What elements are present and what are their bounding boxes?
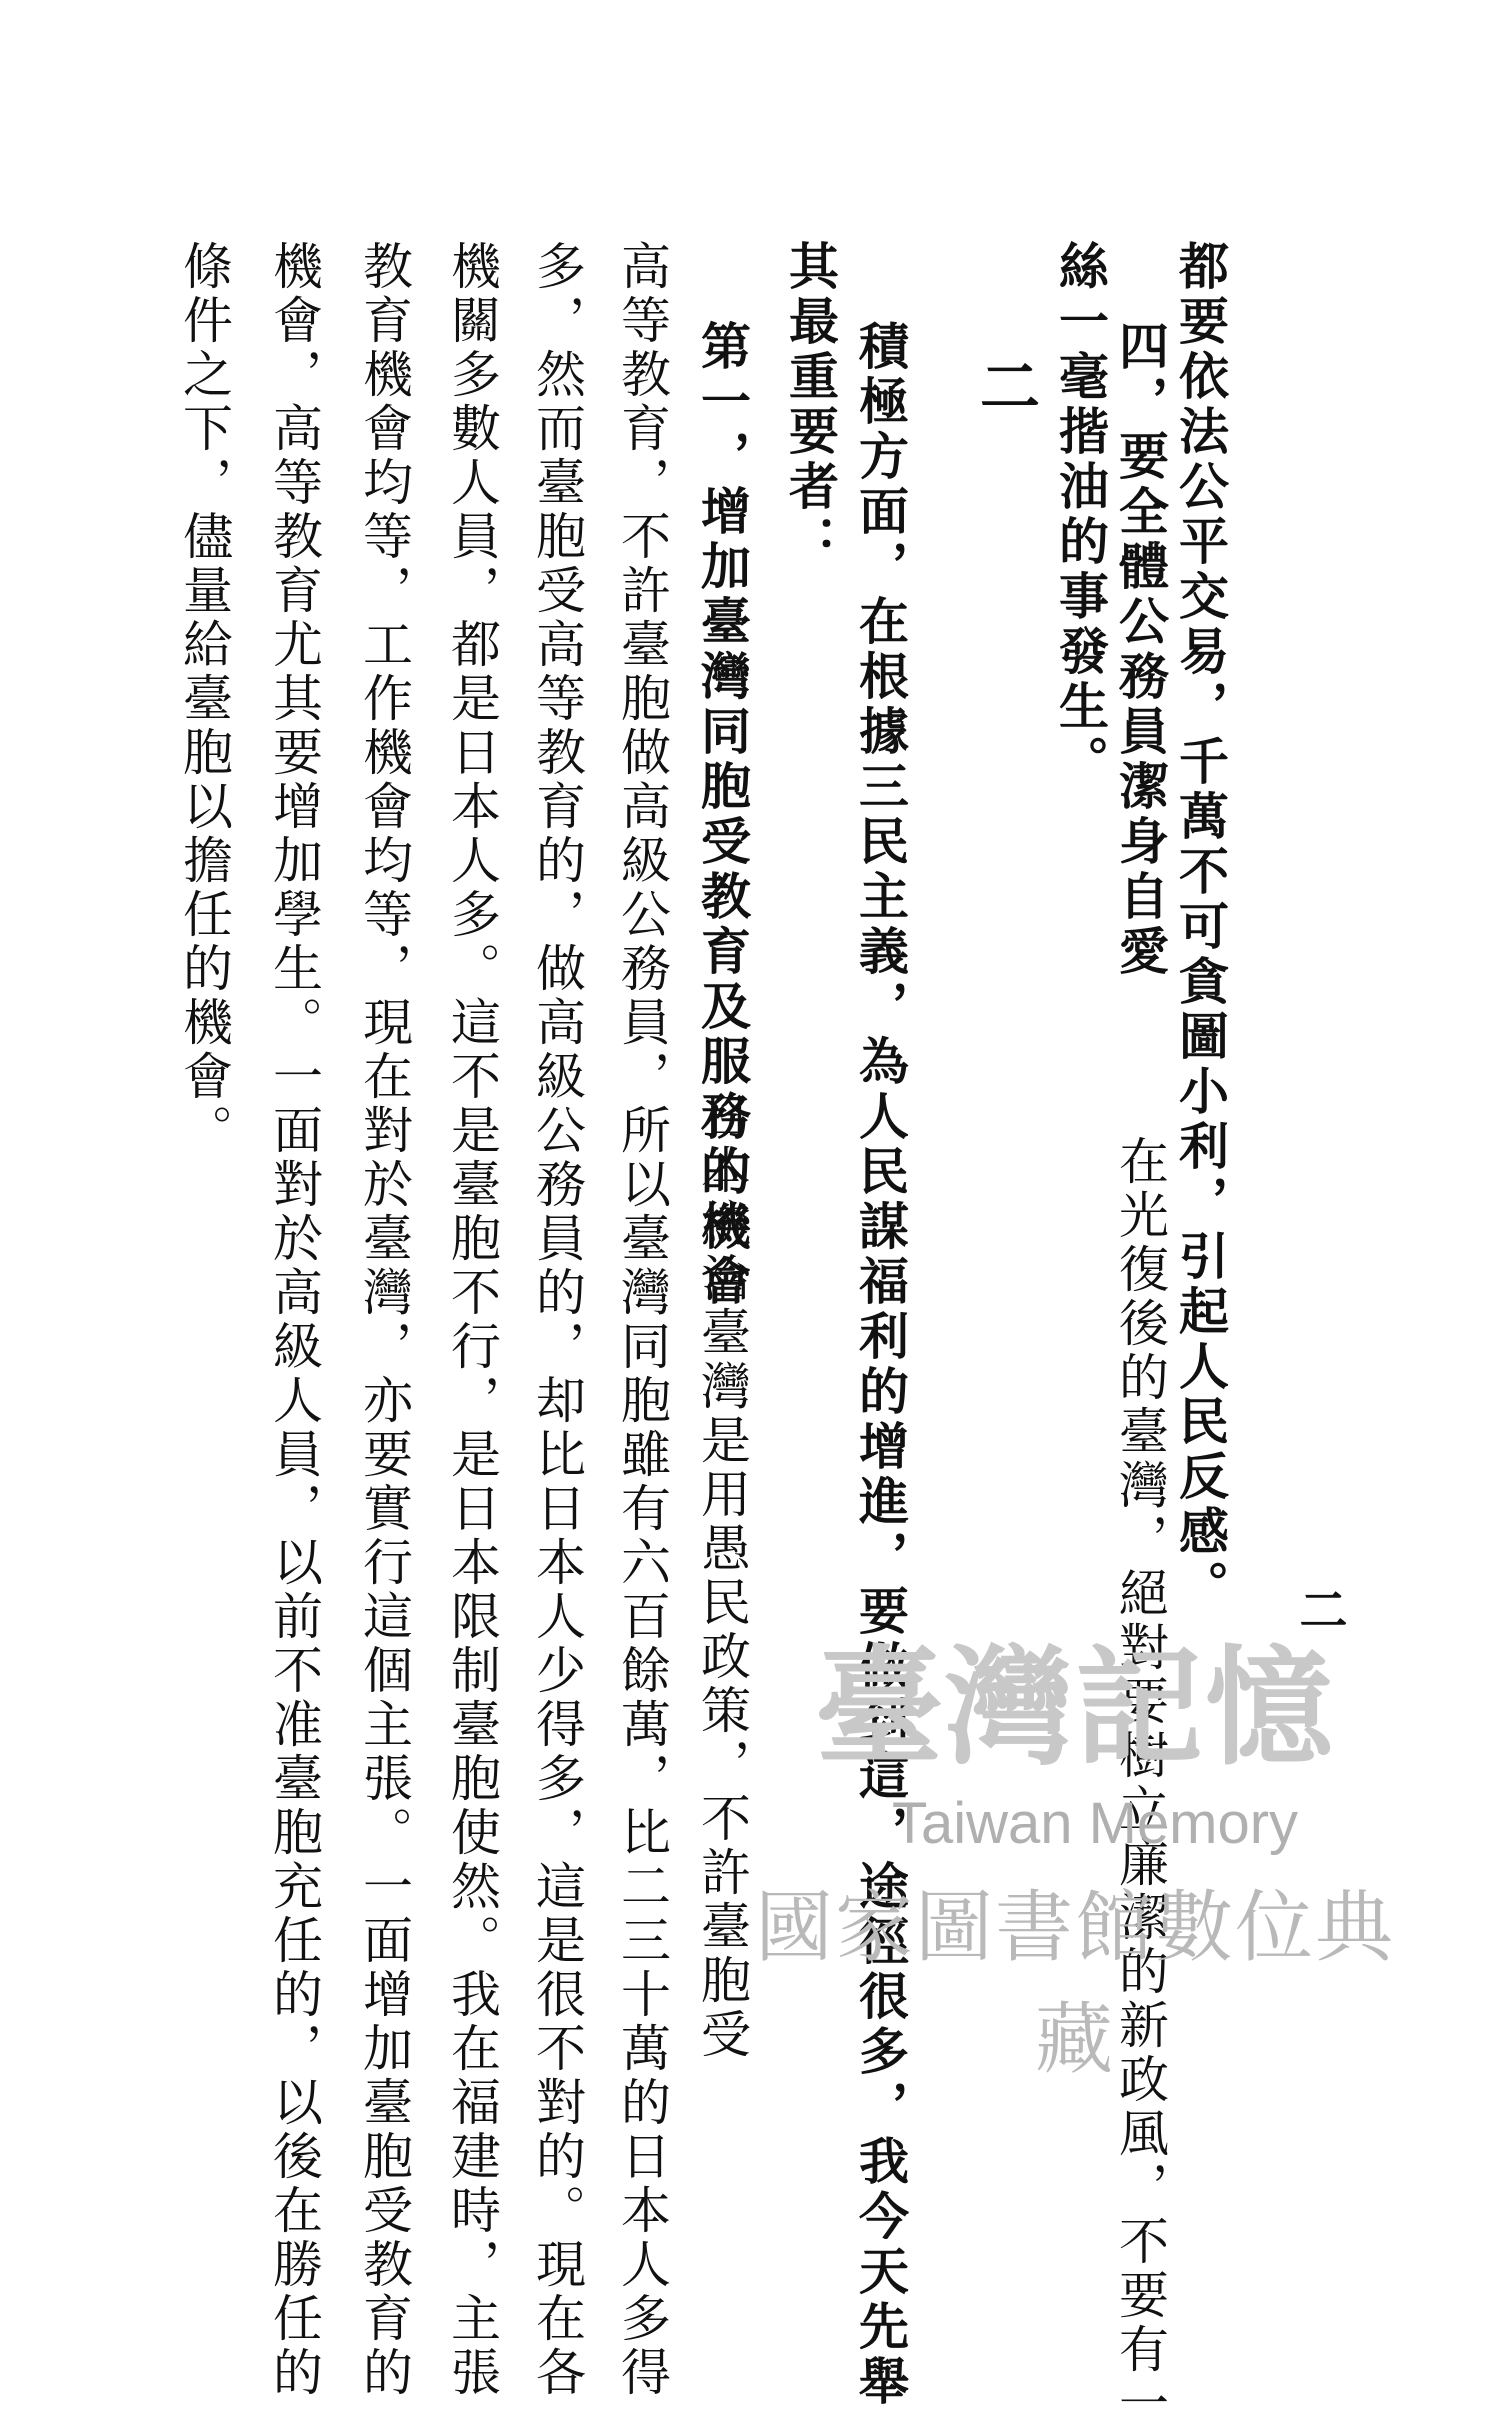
text-column-12: [262, 0, 326, 2400]
text-line: 絲一毫揩油的事發生。: [1051, 240, 1110, 790]
text-line: 日本統治臺灣是用愚民政策，不許臺胞受: [693, 1090, 751, 2062]
text-line: 機關多數人員，都是日本人多。這不是臺胞不行，是日本限制臺胞使然。我在福建時，主張: [443, 240, 501, 2400]
section-heading: 二: [970, 355, 1040, 415]
subsection-heading: 四，要全體公務員潔身自愛: [1111, 320, 1170, 980]
text-line: 多，然而臺胞受高等教育的，做高級公務員的，却比日本人少得多，這是很不對的。現在各: [528, 240, 586, 2400]
watermark: [735, 1605, 1415, 2083]
text-column-13: [172, 0, 236, 2200]
text-column-8: [610, 0, 674, 2400]
text-line: 都要依法公平交易，千萬不可貪圖小利，引起人民反感。: [1171, 240, 1230, 1615]
watermark-library: 國家圖書館數位典藏: [754, 1883, 1395, 2083]
text-line: 在光復後的臺灣，絕對要樹立廉潔的新政風，不要有一: [1111, 1135, 1169, 2431]
text-line: 高等教育，不許臺胞做高級公務員，所以臺灣同胞雖有六百餘萬，比二三十萬的日本人多得: [613, 240, 671, 2400]
text-column-9: [525, 0, 589, 2400]
text-line: 積極方面，在根據三民主義，為人民謀福利的增進，要做到這，途徑很多，我今天先舉: [851, 320, 910, 2410]
page-number: 二: [1291, 1585, 1347, 1637]
subsection-heading: 第一，增加臺灣同胞受教育及服務的機會: [693, 320, 752, 1310]
watermark-logo: 臺灣記憶: [814, 1633, 1335, 1783]
text-line: 機會，高等教育尤其要增加學生。一面對於高級人員，以前不准臺胞充任的，以後在勝任的: [265, 240, 323, 2400]
text-line: 其最重要者：: [781, 240, 840, 570]
text-line: 教育機會均等，工作機會均等，現在對於臺灣，亦要實行這個主張。一面增加臺胞受教育的: [355, 240, 413, 2400]
text-column-10: [440, 0, 504, 2400]
text-column-11: [352, 0, 416, 2400]
watermark-english: Taiwan Memory: [891, 1791, 1299, 1856]
text-line: 條件之下，儘量給臺胞以擔任的機會。: [175, 240, 233, 1158]
